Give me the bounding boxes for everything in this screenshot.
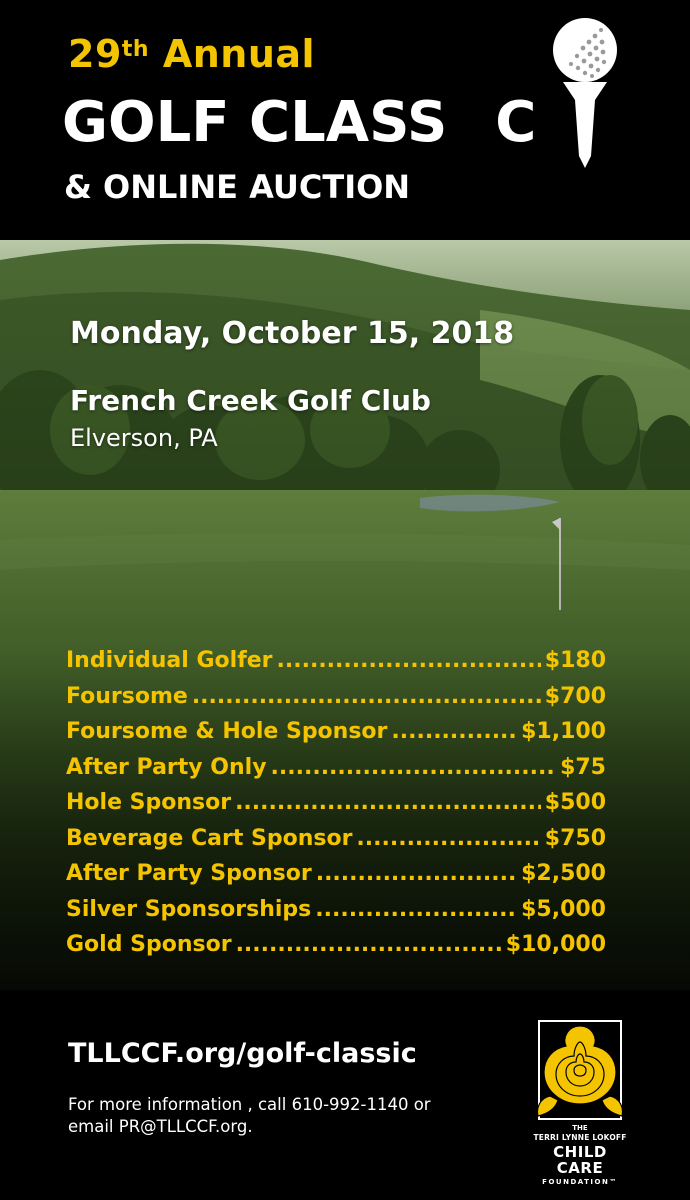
price-row (66, 856, 606, 892)
event-city: Elverson, PA (70, 424, 218, 452)
price-amount: $180 (544, 648, 606, 673)
price-label: After Party Sponsor (66, 861, 312, 886)
logo-foundation: FOUNDATION™ (542, 1178, 618, 1186)
logo-care: CARE (556, 1159, 604, 1177)
golf-course-photo (0, 240, 690, 990)
price-label: Foursome (66, 683, 188, 709)
logo-child: CHILD (553, 1143, 607, 1161)
logo-name: TERRI LYNNE LOKOFF (533, 1133, 627, 1142)
title-part2: C (495, 90, 537, 155)
price-label: Foursome & Hole Sponsor (66, 719, 388, 744)
price-label: Beverage Cart Sponsor (66, 825, 353, 851)
price-amount: $700 (544, 683, 606, 709)
annual-suffix: th (121, 37, 150, 62)
price-row (66, 714, 606, 750)
title-part1: GOLF CLASS (62, 90, 448, 155)
event-venue: French Creek Golf Club (70, 384, 431, 417)
yellow-rose-icon (530, 1012, 630, 1122)
contact-info-line1: For more information , call 610-992-1140 or (68, 1095, 431, 1114)
header (0, 0, 690, 240)
annual-word: Annual (162, 32, 316, 76)
price-label: Gold Sponsor (66, 932, 232, 957)
price-row (66, 892, 606, 928)
footer (0, 990, 690, 1200)
annual-heading (68, 30, 315, 78)
price-amount: $750 (544, 825, 606, 851)
contact-info-line2: email PR@TLLCCF.org. (68, 1117, 253, 1136)
price-amount: $5,000 (521, 896, 606, 922)
event-subtitle: & ONLINE AUCTION (64, 168, 411, 206)
event-date: Monday, October 15, 2018 (70, 316, 515, 351)
price-amount: $2,500 (521, 861, 606, 886)
logo-the: THE (572, 1124, 588, 1132)
golf-ball-on-tee-icon (545, 16, 625, 176)
price-label: Hole Sponsor (66, 790, 232, 815)
price-amount: $500 (544, 790, 606, 815)
price-row (66, 643, 606, 679)
price-list (66, 643, 606, 963)
price-label: Silver Sponsorships (66, 896, 312, 922)
price-row (66, 750, 606, 786)
price-row (66, 679, 606, 715)
price-row (66, 927, 606, 963)
price-amount: $75 (560, 754, 606, 780)
price-amount: $10,000 (505, 932, 606, 957)
annual-number: 29 (68, 32, 122, 76)
foundation-logo (530, 1020, 630, 1192)
event-title (62, 88, 536, 158)
price-row (66, 785, 606, 821)
price-amount: $1,100 (521, 719, 606, 744)
price-label: After Party Only (66, 754, 267, 780)
price-label: Individual Golfer (66, 648, 273, 673)
website-link[interactable]: TLLCCF.org/golf-classic (68, 1038, 417, 1069)
price-row (66, 821, 606, 857)
